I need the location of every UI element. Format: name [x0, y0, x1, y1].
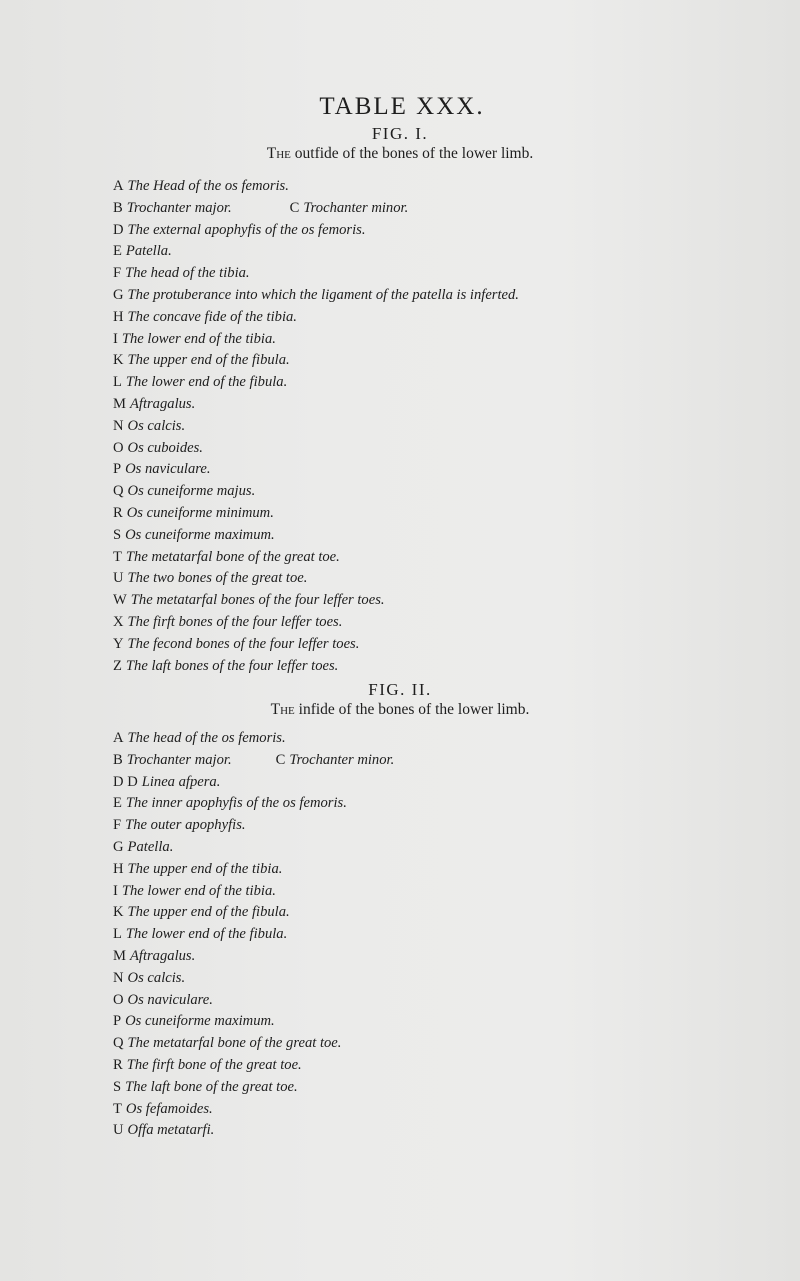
- legend-description: Os naviculare.: [127, 991, 213, 1008]
- legend-letter: R: [113, 1056, 123, 1073]
- legend-description: The metatarfal bone of the great toe.: [125, 548, 340, 565]
- figure-2-subtitle-text: infide of the bones of the lower limb.: [294, 701, 530, 718]
- page-title: TABLE XXX.: [319, 93, 485, 120]
- figure-2-legend: [113, 728, 394, 1142]
- legend-description: The firft bones of the four leffer toes.: [127, 613, 343, 630]
- legend-entry: [113, 350, 519, 372]
- legend-entry: [113, 1099, 394, 1121]
- legend-letter: O: [113, 991, 124, 1008]
- legend-letter: M: [113, 947, 126, 964]
- legend-description: The inner apophyfis of the os femoris.: [125, 795, 347, 812]
- legend-letter: G: [113, 286, 124, 303]
- legend-description: The head of the os femoris.: [127, 730, 286, 746]
- legend-description: Trochanter major.: [126, 751, 232, 768]
- figure-2-heading: FIG. II.: [368, 680, 432, 699]
- legend-letter: R: [113, 504, 123, 521]
- figure-1-legend: [113, 176, 519, 677]
- legend-entry: [113, 459, 519, 481]
- legend-entry: [113, 263, 519, 285]
- legend-entry: [113, 1077, 394, 1099]
- legend-letter: K: [113, 352, 124, 369]
- legend-entry: [113, 946, 394, 968]
- legend-letter: U: [113, 1122, 124, 1139]
- legend-description: Os fefamoides.: [125, 1100, 213, 1117]
- legend-entry: [113, 881, 394, 903]
- legend-entry: [113, 612, 519, 634]
- legend-description: The head of the tibia.: [125, 265, 250, 282]
- legend-entry: [113, 176, 519, 198]
- legend-description: The lower end of the tibia.: [121, 882, 276, 899]
- legend-entry: [113, 924, 394, 946]
- legend-entry: [113, 968, 394, 990]
- legend-description: The upper end of the fibula.: [127, 352, 290, 369]
- legend-entry: [113, 590, 519, 612]
- legend-entry: [113, 656, 519, 678]
- legend-letter: C: [289, 199, 300, 216]
- legend-entry: [113, 728, 394, 750]
- legend-letter: W: [113, 592, 127, 609]
- legend-letter: N: [113, 969, 124, 986]
- legend-description: The protuberance into which the ligament of the patella is inferted.: [127, 286, 519, 303]
- legend-entry: [113, 481, 519, 503]
- legend-letter: O: [113, 439, 124, 456]
- legend-description: Trochanter minor.: [289, 751, 395, 768]
- legend-description: Trochanter minor.: [303, 199, 409, 216]
- legend-letter: P: [113, 1013, 122, 1030]
- legend-letter: H: [113, 308, 124, 325]
- legend-letter: S: [113, 526, 122, 543]
- legend-letter: A: [113, 730, 124, 746]
- legend-entry: [113, 990, 394, 1012]
- legend-letter: K: [113, 904, 124, 921]
- legend-description: The metatarfal bone of the great toe.: [127, 1035, 342, 1052]
- legend-description: Aftragalus.: [129, 947, 196, 964]
- legend-letter: F: [113, 817, 122, 834]
- legend-description: The Head of the os femoris.: [127, 178, 289, 194]
- legend-description: The lower end of the fibula.: [125, 926, 288, 943]
- legend-letter: Q: [113, 1035, 124, 1052]
- legend-description: The two bones of the great toe.: [127, 570, 308, 587]
- legend-entry: [113, 220, 519, 242]
- legend-entry: [113, 772, 394, 794]
- legend-letter: H: [113, 860, 124, 877]
- legend-description: Os calcis.: [127, 417, 186, 434]
- legend-entry: [113, 394, 519, 416]
- legend-letter: T: [113, 1100, 122, 1117]
- legend-description: Os calcis.: [127, 969, 186, 986]
- legend-letter: F: [113, 265, 122, 282]
- legend-description: The fecond bones of the four leffer toes.: [127, 635, 360, 652]
- legend-description: Patella.: [125, 243, 172, 260]
- legend-description: The firft bone of the great toe.: [126, 1056, 302, 1073]
- legend-letter: G: [113, 838, 124, 855]
- legend-letter: U: [113, 570, 124, 587]
- legend-entry: [113, 547, 519, 569]
- legend-description: Os cuneiforme maximum.: [125, 1013, 275, 1030]
- legend-entry: [113, 750, 394, 772]
- legend-entry: [113, 902, 394, 924]
- legend-description: Linea afpera.: [141, 773, 221, 790]
- legend-letter: Z: [113, 657, 122, 674]
- legend-letter: X: [113, 613, 124, 630]
- legend-description: The lower end of the fibula.: [125, 374, 288, 391]
- legend-entry: [113, 1055, 394, 1077]
- legend-description: The laft bones of the four leffer toes.: [125, 657, 339, 674]
- legend-letter: I: [113, 330, 118, 347]
- legend-entry: [113, 307, 519, 329]
- figure-2-subtitle-prefix: The: [270, 701, 295, 718]
- legend-letter: B: [113, 751, 123, 768]
- legend-letter: D D: [113, 773, 138, 790]
- legend-entry: [113, 372, 519, 394]
- figure-2-subtitle: [0, 701, 800, 719]
- legend-entry: [113, 815, 394, 837]
- legend-description: The concave fide of the tibia.: [127, 308, 297, 325]
- legend-entry: [113, 198, 519, 220]
- legend-entry: [113, 329, 519, 351]
- legend-description: Os cuneiforme majus.: [127, 483, 256, 500]
- legend-description: Os naviculare.: [125, 461, 211, 478]
- legend-letter: D: [113, 221, 124, 238]
- figure-1-subtitle-text: outfide of the bones of the lower limb.: [290, 145, 534, 162]
- legend-description: The metatarfal bones of the four leffer toes.: [130, 592, 385, 609]
- legend-entry: [113, 438, 519, 460]
- legend-description: Trochanter major.: [126, 199, 232, 216]
- legend-description: Offa metatarfi.: [127, 1122, 215, 1139]
- legend-letter: T: [113, 548, 122, 565]
- legend-letter: E: [113, 795, 122, 812]
- legend-letter: E: [113, 243, 122, 260]
- legend-letter: M: [113, 395, 126, 412]
- legend-description: The upper end of the fibula.: [127, 904, 290, 921]
- legend-letter: N: [113, 417, 124, 434]
- legend-letter: A: [113, 178, 124, 194]
- figure-1-subtitle: [0, 145, 800, 163]
- legend-entry: [113, 837, 394, 859]
- legend-description: Os cuboides.: [127, 439, 203, 456]
- legend-description: The external apophyfis of the os femoris.: [127, 221, 366, 238]
- legend-description: Aftragalus.: [129, 395, 196, 412]
- legend-entry: [113, 634, 519, 656]
- legend-entry: [113, 285, 519, 307]
- legend-letter: L: [113, 374, 122, 391]
- legend-letter: L: [113, 926, 122, 943]
- legend-letter: Y: [113, 635, 124, 652]
- legend-letter: B: [113, 199, 123, 216]
- legend-description: Patella.: [127, 838, 174, 855]
- legend-entry: [113, 1120, 394, 1142]
- legend-letter: S: [113, 1078, 122, 1095]
- legend-entry: [113, 568, 519, 590]
- figure-1-subtitle-prefix: The: [266, 145, 291, 162]
- legend-entry: [113, 241, 519, 263]
- legend-entry: [113, 503, 519, 525]
- legend-entry: [113, 525, 519, 547]
- legend-letter: P: [113, 461, 122, 478]
- legend-letter: I: [113, 882, 118, 899]
- legend-description: The upper end of the tibia.: [127, 860, 283, 877]
- legend-description: The outer apophyfis.: [125, 817, 246, 834]
- legend-description: Os cuneiforme maximum.: [125, 526, 275, 543]
- legend-letter: C: [275, 751, 286, 768]
- legend-letter: Q: [113, 483, 124, 500]
- legend-entry: [113, 1033, 394, 1055]
- figure-1-heading: FIG. I.: [371, 124, 429, 143]
- legend-entry: [113, 416, 519, 438]
- legend-description: The lower end of the tibia.: [121, 330, 276, 347]
- legend-entry: [113, 793, 394, 815]
- legend-entry: [113, 1011, 394, 1033]
- legend-description: Os cuneiforme minimum.: [126, 504, 274, 521]
- legend-entry: [113, 859, 394, 881]
- legend-description: The laft bone of the great toe.: [125, 1078, 298, 1095]
